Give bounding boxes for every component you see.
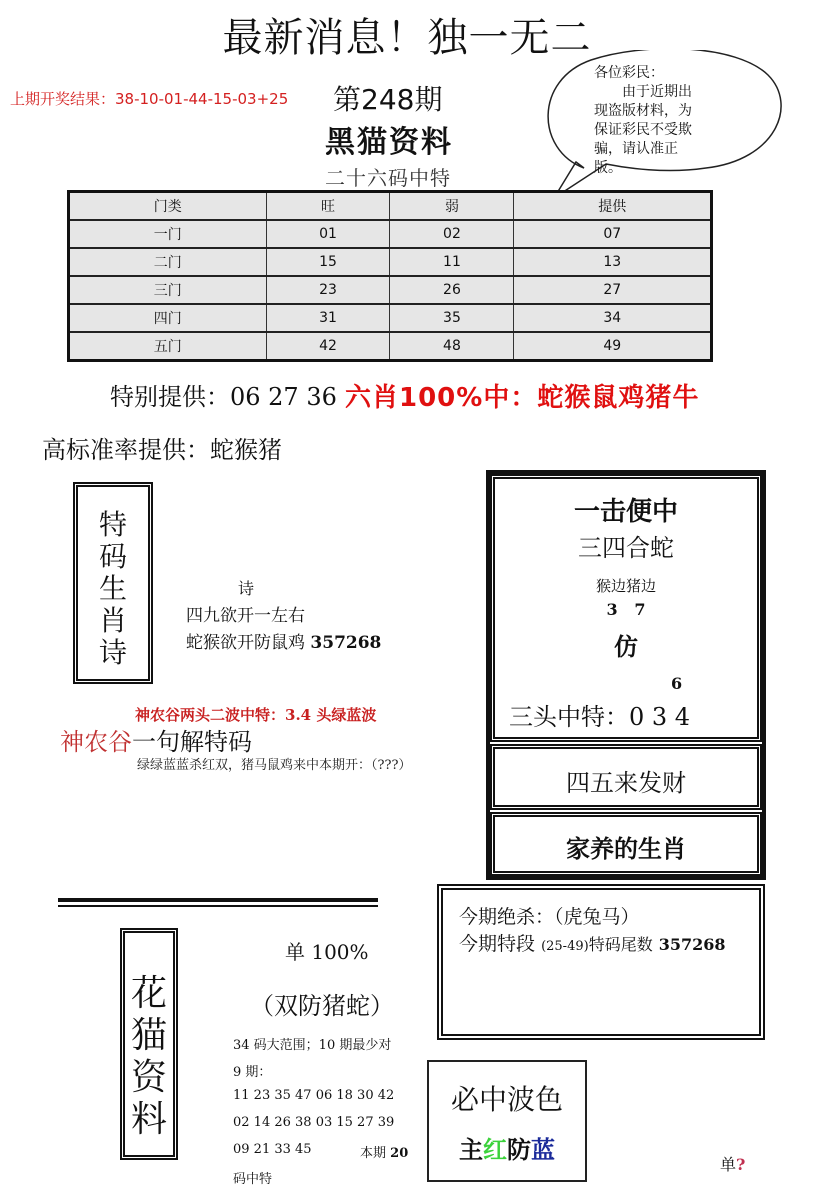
vertical-char: 花 <box>130 973 167 1014</box>
table-cell: 二门 <box>69 248 267 276</box>
table-cell: 07 <box>514 220 712 248</box>
kill-line: 今期绝杀：（虎兔马） <box>459 906 640 928</box>
table-cell: 四门 <box>69 304 267 332</box>
wave-color-box <box>427 1060 587 1182</box>
this-period-label: 本期 <box>360 1146 387 1161</box>
table-cell: 31 <box>266 304 390 332</box>
hit-sub: 三四合蛇 <box>578 534 674 562</box>
fang-char: 仿 <box>614 632 638 661</box>
vertical-char: 特 <box>98 508 127 541</box>
wave-fang-color: 蓝 <box>531 1135 555 1164</box>
wave-prediction <box>429 1130 585 1165</box>
table-cell: 23 <box>266 276 390 304</box>
table-cell: 15 <box>266 248 390 276</box>
segment-suffix: 特码尾数 <box>588 935 653 954</box>
table-cell: 11 <box>390 248 514 276</box>
table-row <box>69 248 712 276</box>
wave-fang-label: 防 <box>507 1135 531 1164</box>
table-cell: 26 <box>390 276 514 304</box>
shennonggu-riddle: 绿绿蓝蓝杀红双，猪马鼠鸡来中本期开：（???） <box>137 758 412 773</box>
table-row <box>69 220 712 248</box>
table-row <box>69 276 712 304</box>
wave-main-label: 主 <box>459 1135 483 1164</box>
range-line-2: 9 期： <box>233 1065 272 1080</box>
poem-line-2 <box>186 628 381 653</box>
flower-cat-vertical-label <box>125 973 173 1141</box>
poem-line-2-text: 蛇猴欲开防鼠鸡 <box>186 633 305 653</box>
odd-even-label: 单 <box>720 1155 737 1174</box>
table-cell: 49 <box>514 332 712 361</box>
table-cell: 35 <box>390 304 514 332</box>
vertical-char: 猫 <box>130 1015 167 1056</box>
three-heads: 三头中特：0 3 4 <box>509 703 691 731</box>
domestic-text: 家养的生肖 <box>566 834 686 863</box>
fang-number: 6 <box>671 674 683 693</box>
shennonggu-title <box>60 722 252 757</box>
shennonggu-title-rest: 一句解特码 <box>132 728 252 756</box>
this-period <box>360 1142 408 1161</box>
header-cell: 门类 <box>69 192 267 221</box>
numbers-line-3: 09 21 33 45 <box>233 1142 312 1157</box>
flower-cat-label-box <box>120 928 178 1160</box>
table-cell: 42 <box>266 332 390 361</box>
vertical-char: 诗 <box>98 636 127 669</box>
vertical-char: 码 <box>98 540 127 573</box>
wave-title: 必中波色 <box>450 1083 563 1116</box>
last-result-label: 上期开奖结果： <box>10 90 116 108</box>
edge-label: 猴边猪边 <box>595 577 656 595</box>
subtitle: 二十六码中特 <box>325 166 451 190</box>
table-cell: 02 <box>390 220 514 248</box>
six-zodiac-banner: 六肖100%中：蛇猴鼠鸡猪牛 <box>345 383 700 413</box>
poem-heading: 诗 <box>238 579 255 598</box>
high-standard-line: 高标准率提供：蛇猴猪 <box>42 436 282 464</box>
table-row <box>69 304 712 332</box>
numbers-line-1: 11 23 35 47 06 18 30 42 <box>233 1088 395 1103</box>
shuang-fang: （双防猪蛇） <box>250 992 394 1020</box>
table-header-row <box>69 192 712 221</box>
table-cell: 13 <box>514 248 712 276</box>
divider-thin <box>58 905 378 907</box>
page-title: 最新消息！独一无二 <box>222 15 592 61</box>
category-title: 黑猫资料 <box>325 125 453 160</box>
vertical-char: 生 <box>98 572 127 605</box>
last-result-value: 38-10-01-44-15-03+25 <box>115 90 289 108</box>
table-cell: 01 <box>266 220 390 248</box>
segment-line <box>459 929 759 956</box>
vertical-char: 肖 <box>98 604 127 637</box>
special-offer: 特别提供：06 27 36 <box>110 383 337 411</box>
poem-label-box <box>73 482 153 684</box>
edge-numbers: 3 7 <box>606 600 646 619</box>
issue-number: 第248期 <box>333 83 443 116</box>
header-cell: 提供 <box>514 192 712 221</box>
poem-line-2-numbers: 357268 <box>310 633 382 653</box>
four-five-text: 四五来发财 <box>566 769 686 797</box>
domestic-box <box>490 812 762 876</box>
kill-box <box>437 884 765 1040</box>
shennonggu-title-red: 神农谷 <box>60 728 132 756</box>
vertical-char: 料 <box>130 1099 167 1140</box>
table-row <box>69 332 712 361</box>
divider-thick <box>58 898 378 902</box>
poem-line-1: 四九欲开一左右 <box>186 606 305 626</box>
hit-title: 一击便中 <box>573 497 678 527</box>
segment-numbers: 357268 <box>658 935 726 954</box>
segment-range: (25-49) <box>541 939 589 954</box>
notice-bubble <box>536 50 776 176</box>
notice-text <box>594 64 704 178</box>
segment-prefix: 今期特段 <box>459 933 536 955</box>
dan-100: 单 100% <box>285 940 369 964</box>
vertical-char: 资 <box>130 1057 167 1098</box>
table-cell: 一门 <box>69 220 267 248</box>
wave-main-color: 红 <box>483 1135 507 1164</box>
table-cell: 五门 <box>69 332 267 361</box>
numbers-line-2: 02 14 26 38 03 15 27 39 <box>233 1115 395 1130</box>
header-cell: 旺 <box>266 192 390 221</box>
notice-greeting: 各位彩民： <box>594 65 664 81</box>
last-result <box>10 88 288 109</box>
table-cell: 34 <box>514 304 712 332</box>
door-table <box>67 190 713 362</box>
range-line-1: 34 码大范围；10 期最少对 <box>233 1038 392 1053</box>
poem-vertical-label <box>78 509 148 669</box>
shennonggu-two-heads: 神农谷两头二波中特：3.4 头绿蓝波 <box>135 706 377 724</box>
question-mark-icon: ? <box>736 1155 746 1174</box>
table-cell: 三门 <box>69 276 267 304</box>
four-five-box <box>490 744 762 810</box>
table-cell: 48 <box>390 332 514 361</box>
range-line-end: 码中特 <box>233 1172 273 1187</box>
notice-body: 由于近期出现盗版材料，为保证彩民不受欺骗，请认准正版。 <box>594 84 692 176</box>
header-cell: 弱 <box>390 192 514 221</box>
this-period-count: 20 <box>390 1146 409 1161</box>
hit-box <box>490 474 762 742</box>
odd-even-hint <box>720 1152 745 1175</box>
table-cell: 27 <box>514 276 712 304</box>
